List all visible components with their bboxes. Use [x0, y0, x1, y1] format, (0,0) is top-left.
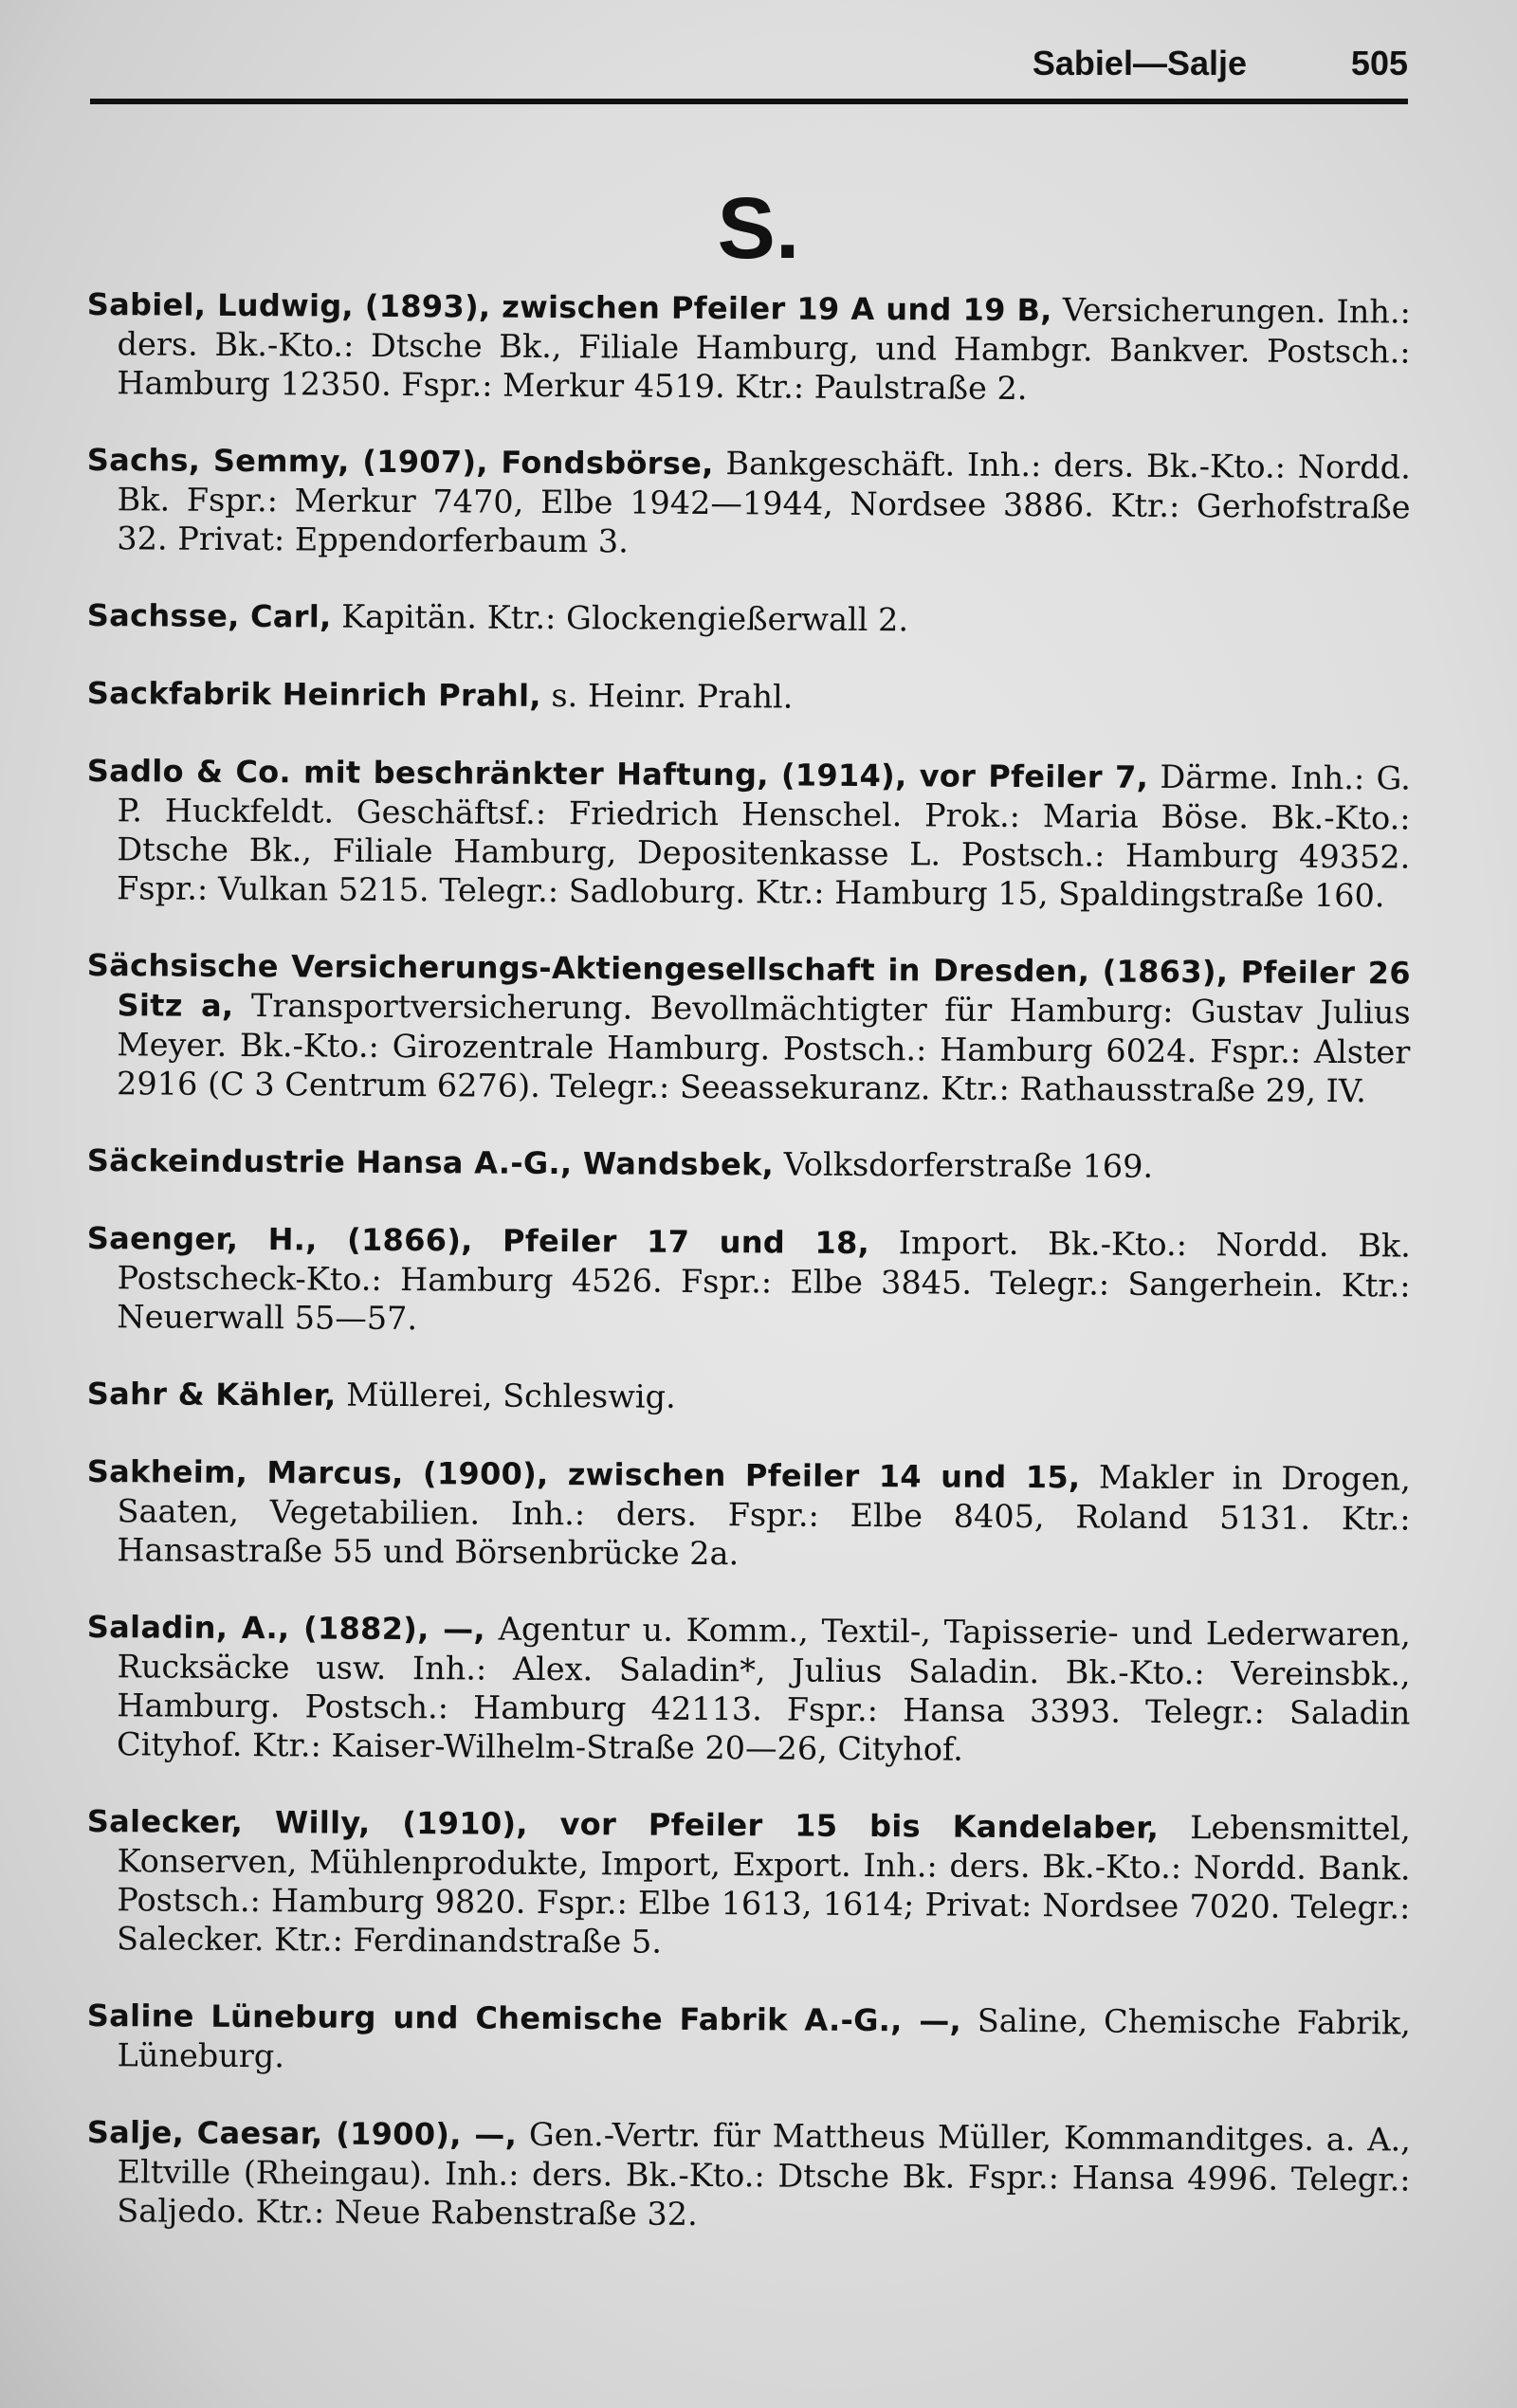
entry-location: (1900), —, — [322, 2115, 518, 2153]
entry-name: Saline Lüneburg und Chemische Fabrik A.-G., — [86, 1998, 903, 2039]
directory-entry — [86, 284, 1411, 410]
directory-entry — [86, 751, 1411, 916]
entry-name: Salecker, Willy, — [86, 1803, 371, 1841]
entry-name: Sächsische Versicherungs-Aktiengesellschaft in Dresden, — [86, 946, 1090, 990]
entry-details: Makler in Drogen, Saaten, Vegetabilien. Inh.: ders. Fspr.: Elbe 8405, Roland 5131. Ktr.: Hansastraße 55 und Börsenbrücke 2a. — [117, 1458, 1411, 1573]
entry-name: Saenger, H., — [86, 1220, 318, 1258]
entry-location: (1882), —, — [289, 1610, 486, 1648]
directory-entry — [87, 673, 1411, 721]
entry-details: Agentur u. Komm., Textil-, Tapisserie- und Lederwaren, Rucksäcke usw. Inh.: Alex. Saladin*, Julius Saladin. Bk.-Kto.: Vereinsbk., Hamburg. Postsch.: Hamburg 42113. Fspr.: Hansa 3393. Telegr.: Saladin Cityhof. Ktr.: Kaiser-Wilhelm-Straße 20—26, Cityhof. — [116, 1610, 1411, 1768]
entry-details: Volksdorferstraße 169. — [773, 1145, 1154, 1185]
entry-name: Säckeindustrie Hansa A.-G., Wandsbek, — [86, 1142, 775, 1183]
entry-location: (1910), vor Pfeiler 15 bis Kandelaber, — [370, 1804, 1160, 1846]
entry-details: Saline, Chemische Fabrik, Lüneburg. — [117, 2001, 1411, 2075]
page-header — [90, 36, 1408, 102]
entry-details: Kapitän. Ktr.: Glockengießerwall 2. — [331, 597, 909, 639]
entry-details: Gen.-Vertr. für Mattheus Müller, Kommanditges. a. A., Eltville (Rheingau). Inh.: ders. Bk.-Kto.: Dtsche Bk. Fspr.: Hansa 4996. Telegr.: Saljedo. Ktr.: Neue Rabenstraße 32. — [117, 2115, 1411, 2233]
entry-name: Salje, Caesar, — [86, 2114, 323, 2152]
directory-entry — [86, 440, 1411, 566]
entry-location: (1914), vor Pfeiler 7, — [768, 757, 1149, 795]
directory-entry — [87, 595, 1411, 644]
entry-location: (1863), Pfeiler 26 Sitz a, — [117, 953, 1411, 1024]
entry-name: Sakheim, Marcus, — [86, 1453, 404, 1492]
entry-details: Müllerei, Schleswig. — [336, 1376, 676, 1415]
directory-entry — [86, 2112, 1411, 2238]
directory-entries — [87, 284, 1411, 2268]
entry-details: Lebensmittel, Konserven, Mühlenprodukte, Import, Export. Inh.: ders. Bk.-Kto.: Nordd. Bank. Postsch.: Hamburg 9820. Fspr.: Elbe 1613, 1614; Privat: Nordsee 7020. Telegr.: Salecker. Ktr.: Ferdinandstraße 5. — [116, 1808, 1411, 1961]
entry-name: Sabiel, Ludwig, — [86, 285, 355, 324]
entry-name: Sachsse, Carl, — [86, 597, 332, 635]
directory-entry — [87, 1374, 1411, 1422]
entry-name: Saladin, A., — [86, 1609, 290, 1647]
directory-entry — [86, 1451, 1411, 1578]
entry-details: Därme. Inh.: G. P. Huckfeldt. Geschäftsf.: Friedrich Henschel. Prok.: Maria Böse. Bk.-Kto.: Dtsche Bk., Filiale Hamburg, Depositenkasse L. Postsch.: Hamburg 49352. Fspr.: Vulkan 5215. Telegr.: Sadloburg. Ktr.: Hamburg 15, Spaldingstraße 160. — [116, 757, 1411, 915]
directory-entry — [86, 1607, 1411, 1772]
directory-entry — [86, 945, 1411, 1111]
section-letter: S. — [717, 180, 800, 277]
entry-location: (1866), Pfeiler 17 und 18, — [317, 1221, 870, 1262]
entry-name: Sackfabrik Heinrich Prahl, — [86, 675, 541, 714]
directory-entry — [86, 1801, 1411, 1966]
entry-name: Sahr & Kähler, — [86, 1376, 337, 1414]
directory-entry — [87, 1140, 1411, 1189]
entry-location: (1893), zwischen Pfeiler 19 A und 19 B, — [353, 287, 1052, 329]
entry-name: Sachs, Semmy, — [86, 441, 350, 480]
entry-details: Bankgeschäft. Inh.: ders. Bk.-Kto.: Nordd. Bk. Fspr.: Merkur 7470, Elbe 1942—1944, Nordsee 3886. Ktr.: Gerhofstraße 32. Privat: Eppendorferbaum 3. — [117, 445, 1411, 560]
entry-details: s. Heinr. Prahl. — [540, 676, 794, 716]
entry-name: Sadlo & Co. mit beschränkter Haftung, — [86, 753, 769, 794]
entry-location: (1907), Fondsbörse, — [349, 443, 714, 483]
running-head: Sabiel—Salje — [1032, 44, 1247, 82]
entry-details: Transportversicherung. Bevollmächtigter für Hamburg: Gustav Julius Meyer. Bk.-Kto.: Girozentrale Hamburg. Postsch.: Hamburg 6024. Fspr.: Alster 2916 (C 3 Centrum 6276). Telegr.: Seeassekuranz. Ktr.: Rathausstraße 29, IV. — [116, 986, 1411, 1110]
directory-entry — [86, 1996, 1410, 2083]
entry-location: (1900), zwischen Pfeiler 14 und 15, — [403, 1455, 1081, 1496]
entry-location: —, — [902, 2002, 962, 2039]
entry-details: Versicherungen. Inh.: ders. Bk.-Kto.: Dtsche Bk., Filiale Hamburg, und Hambgr. Bankver. Postsch.: Hamburg 12350. Fspr.: Merkur 4519. Ktr.: Paulstraße 2. — [117, 291, 1411, 408]
entry-details: Import. Bk.-Kto.: Nordd. Bk. Postscheck-Kto.: Hamburg 4526. Fspr.: Elbe 3845. Telegr.: Sangerhein. Ktr.: Neuerwall 55—57. — [117, 1224, 1411, 1338]
page-number: 505 — [1350, 44, 1408, 82]
header-rule — [90, 99, 1408, 104]
directory-entry — [86, 1218, 1411, 1344]
